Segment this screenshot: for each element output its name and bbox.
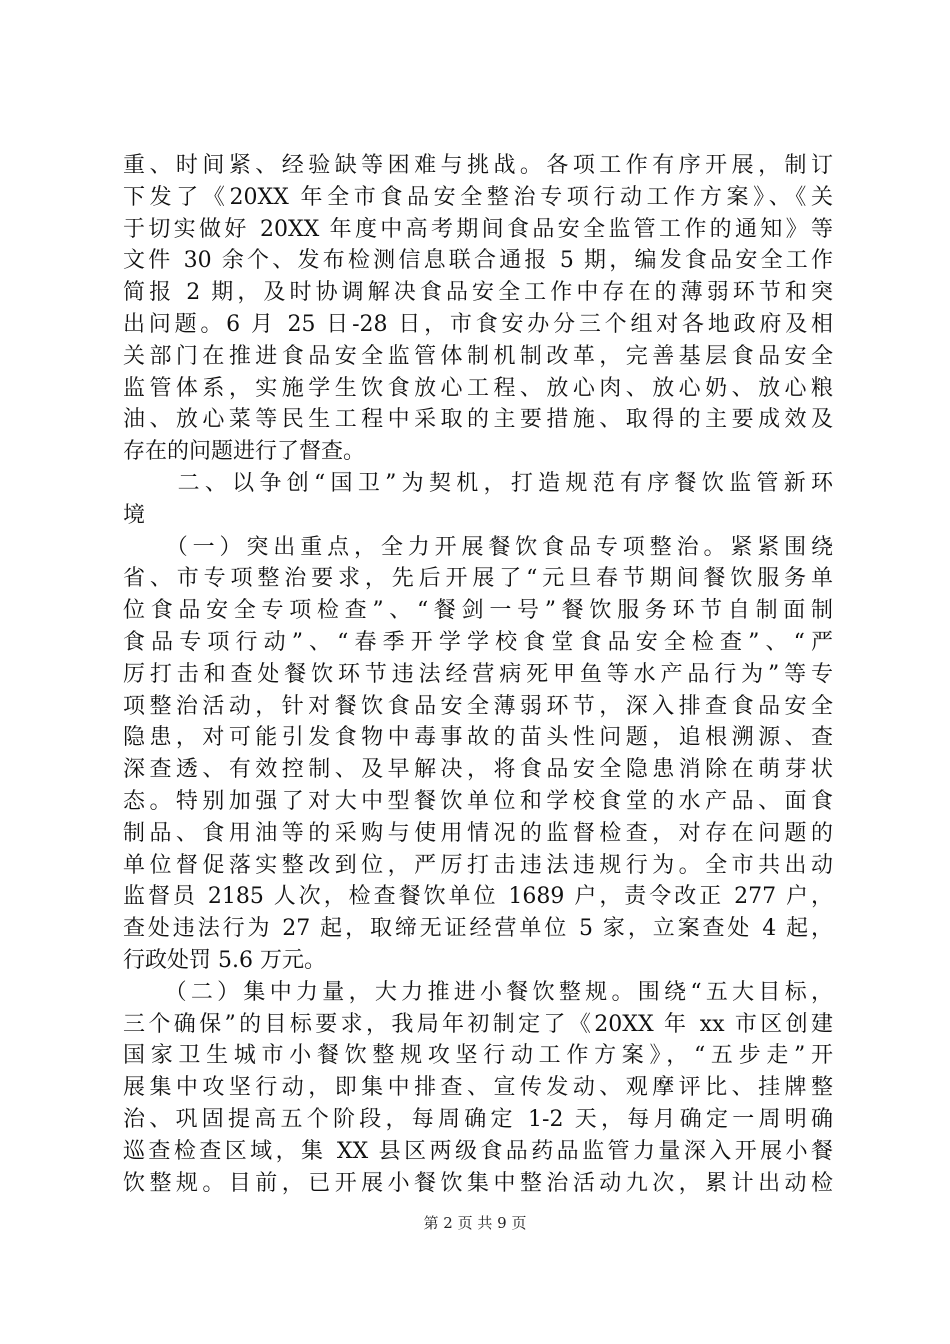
- text-line: 二、以争创“国卫”为契机，打造规范有序餐饮监管新环: [123, 470, 833, 496]
- text-line: 厉打击和查处餐饮环节违法经营病死甲鱼等水产品行为”等专: [123, 661, 833, 687]
- text-line: 治、巩固提高五个阶段，每周确定 1-2 天，每月确定一周明确: [123, 1106, 833, 1132]
- text-line: 国家卫生城市小餐饮整规攻坚行动工作方案》，“五步走”开: [123, 1043, 833, 1069]
- text-line: 简报 2 期，及时协调解决食品安全工作中存在的薄弱环节和突: [123, 280, 833, 306]
- text-line: 监管体系，实施学生饮食放心工程、放心肉、放心奶、放心粮: [123, 375, 833, 401]
- text-line: 出问题。6 月 25 日-28 日，市食安办分三个组对各地政府及相: [123, 311, 833, 337]
- text-line: 查处违法行为 27 起，取缔无证经营单位 5 家，立案查处 4 起，: [123, 916, 833, 942]
- text-line: 饮整规。目前，已开展小餐饮集中整治活动九次，累计出动检: [123, 1170, 833, 1196]
- text-line: 位食品安全专项检查”、“餐剑一号”餐饮服务环节自制面制: [123, 598, 833, 624]
- text-line: 展集中攻坚行动，即集中排查、宣传发动、观摩评比、挂牌整: [123, 1075, 833, 1101]
- text-line: 省、市专项整治要求，先后开展了“元旦春节期间餐饮服务单: [123, 566, 833, 592]
- text-line: 关部门在推进食品安全监管体制机制改革，完善基层食品安全: [123, 343, 833, 369]
- text-line: 监督员 2185 人次，检查餐饮单位 1689 户，责令改正 277 户，: [123, 884, 833, 910]
- page-footer: 第 2 页 共 9 页: [423, 1214, 527, 1232]
- text-line: 单位督促落实整改到位，严厉打击违法违规行为。全市共出动: [123, 852, 833, 878]
- text-line: 三个确保”的目标要求，我局年初制定了《20XX 年 xx 市区创建: [123, 1011, 833, 1037]
- text-line: 行政处罚 5.6 万元。: [123, 947, 326, 973]
- text-line: 制品、食用油等的采购与使用情况的监督检查，对存在问题的: [123, 820, 833, 846]
- text-line: 境: [123, 502, 146, 528]
- text-line: （二）集中力量，大力推进小餐饮整规。围绕“五大目标，: [123, 979, 833, 1005]
- text-line: 隐患，对可能引发食物中毒事故的苗头性问题，追根溯源、查: [123, 725, 833, 751]
- document-body: [123, 150, 833, 1199]
- text-line: 油、放心菜等民生工程中采取的主要措施、取得的主要成效及: [123, 407, 833, 433]
- text-line: 巡查检查区域，集 XX 县区两级食品药品监管力量深入开展小餐: [123, 1138, 833, 1164]
- text-line: 项整治活动，针对餐饮食品安全薄弱环节，深入排查食品安全: [123, 693, 833, 719]
- text-line: 食品专项行动”、“春季开学学校食堂食品安全检查”、“严: [123, 629, 833, 655]
- text-line: 态。特别加强了对大中型餐饮单位和学校食堂的水产品、面食: [123, 788, 833, 814]
- text-line: （一）突出重点，全力开展餐饮食品专项整治。紧紧围绕: [123, 534, 833, 560]
- text-line: 重、时间紧、经验缺等困难与挑战。各项工作有序开展，制订: [123, 153, 833, 178]
- text-line: 于切实做好 20XX 年度中高考期间食品安全监管工作的通知》等: [123, 216, 833, 242]
- text-line: 下发了《20XX 年全市食品安全整治专项行动工作方案》、《关: [123, 184, 833, 210]
- text-line: 存在的问题进行了督查。: [123, 439, 366, 465]
- text-line: 文件 30 余个、发布检测信息联合通报 5 期，编发食品安全工作: [123, 248, 833, 274]
- text-line: 深查透、有效控制、及早解决，将食品安全隐患消除在萌芽状: [123, 757, 833, 783]
